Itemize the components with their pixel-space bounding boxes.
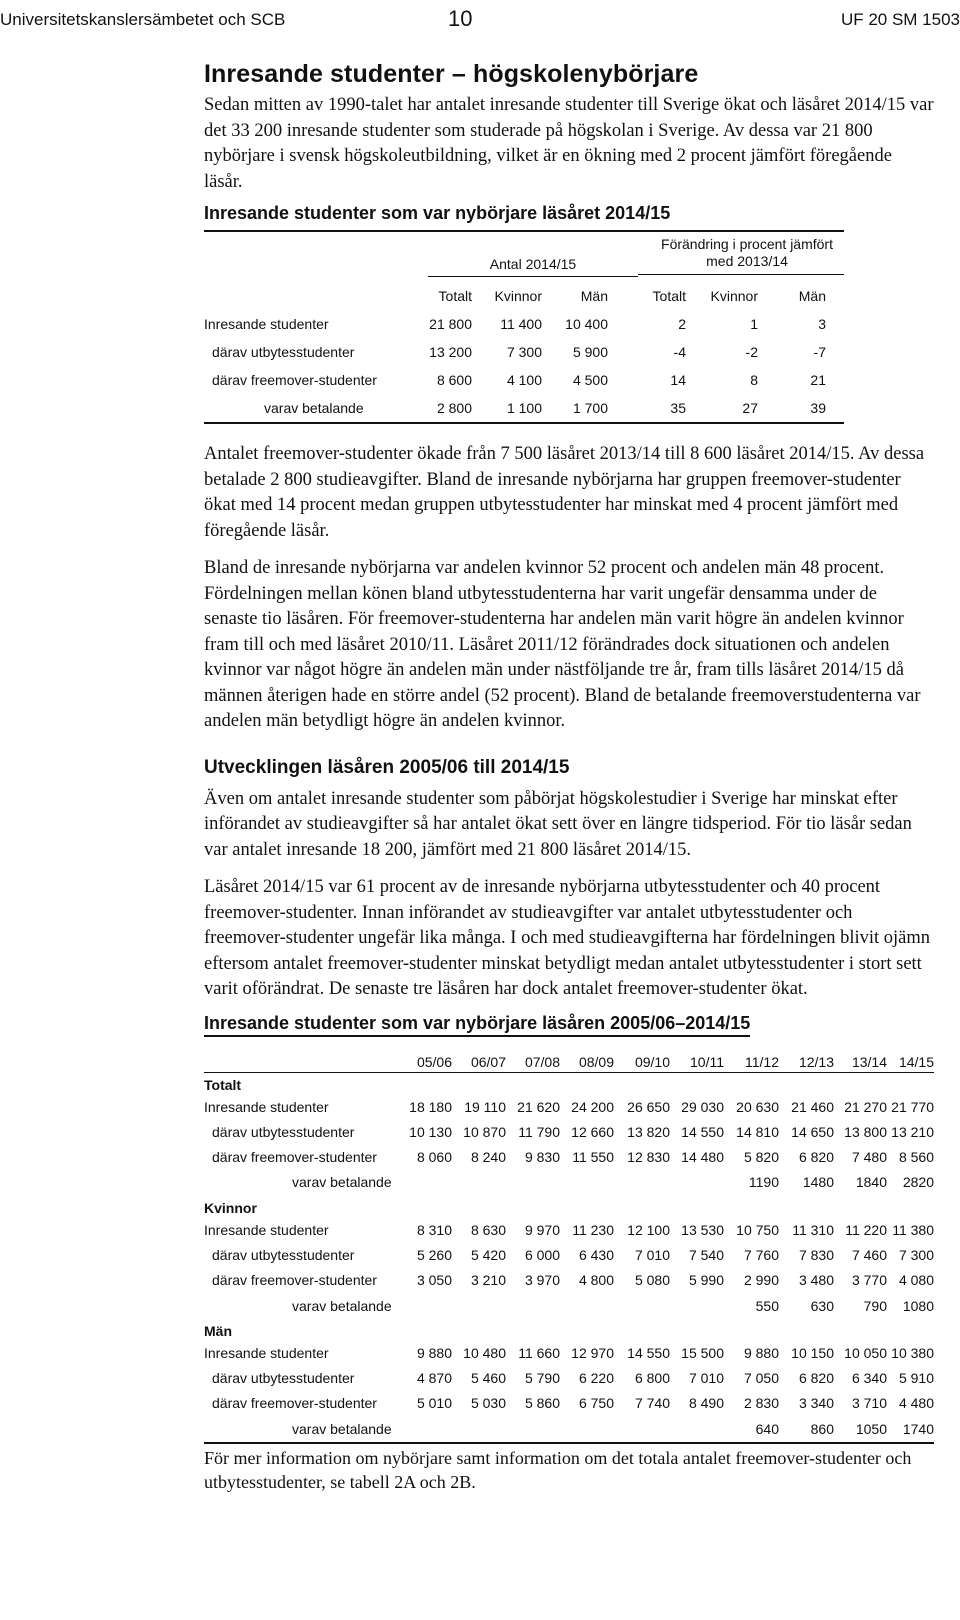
page-header <box>0 6 960 34</box>
table2-cell: 12 660 <box>571 1123 614 1140</box>
section2-paragraph-1: Även om antalet inresande studenter som påbörjat högskolestudier i Sverige har minskat efter införandet av studieavgifter så har antalet ökat sett över en längre tidsperiod. För tio läsår sedan var antalet inresande 18 200, jämfört med 21 800 läsåret 2014/15. <box>204 788 912 860</box>
table2-cell: 3 210 <box>470 1272 506 1289</box>
table2-cell: 7 740 <box>634 1395 670 1412</box>
table2-cell: 550 <box>755 1297 779 1314</box>
table2-cell: 6 750 <box>578 1395 614 1412</box>
table2-cell: 8 560 <box>898 1149 934 1166</box>
table2-row <box>204 1419 934 1444</box>
table2-cell: 13 820 <box>627 1123 670 1140</box>
table2-cell: 7 460 <box>851 1246 887 1263</box>
table2-cell: 9 830 <box>524 1149 560 1166</box>
table2-row-label: därav utbytesstudenter <box>212 1370 355 1387</box>
table2-year-header: 14/15 <box>898 1053 934 1070</box>
table1-cell: 13 200 <box>429 344 472 360</box>
table2-cell: 1050 <box>855 1420 887 1437</box>
table2-cell: 4 480 <box>898 1395 934 1412</box>
table2-row <box>204 1220 934 1245</box>
table2-cell: 13 800 <box>844 1123 887 1140</box>
table2 <box>204 1053 934 1445</box>
table2-cell: 14 480 <box>681 1149 724 1166</box>
table1-column-header: Män <box>798 288 826 304</box>
table2-cell: 5 260 <box>416 1246 452 1263</box>
page-content <box>204 60 934 1494</box>
table1-cell: 5 900 <box>572 344 608 360</box>
mid-paragraph-1: Antalet freemover-studenter ökade från 7 500 läsåret 2013/14 till 8 600 läsåret 2014/15. Av dessa betalade 2 800 studieavgifter. Bland de inresande nybörjarna har gruppen freemover-studenter ökat med 14 procent medan gruppen utbytesstudenter har minskat med 4 procent jämfört med föregående läsår. <box>204 444 925 541</box>
table2-cell: 29 030 <box>681 1098 724 1115</box>
table2-cell: 10 050 <box>844 1344 887 1361</box>
table2-row-label: varav betalande <box>292 1297 392 1314</box>
table2-year-header-row <box>204 1053 934 1073</box>
table2-cell: 9 880 <box>743 1344 779 1361</box>
table1-cell: 27 <box>742 400 758 416</box>
table2-cell: 5 030 <box>470 1395 506 1412</box>
table2-cell: 1190 <box>748 1174 779 1191</box>
table2-cell: 3 710 <box>851 1395 887 1412</box>
table2-row <box>204 1368 934 1393</box>
table2-section-row <box>204 1321 934 1343</box>
table2-cell: 12 100 <box>627 1221 670 1238</box>
table2-year-header: 08/09 <box>578 1053 614 1070</box>
table2-cell: 18 180 <box>409 1098 452 1115</box>
table1-cell: 2 800 <box>436 400 472 416</box>
table1-group-change: Förändring i procent jämfört med 2013/14 <box>638 236 844 275</box>
table2-cell: 5 010 <box>416 1395 452 1412</box>
table2-year-header: 06/07 <box>470 1053 506 1070</box>
table2-section-row <box>204 1075 934 1097</box>
table1-row-label: därav utbytesstudenter <box>212 344 355 360</box>
table2-row-label: därav utbytesstudenter <box>212 1246 355 1263</box>
table2-cell: 7 300 <box>898 1246 934 1263</box>
header-publisher: Universitetskanslersämbetet och SCB <box>0 10 286 29</box>
table1-cell: 4 100 <box>506 372 542 388</box>
table2-cell: 11 230 <box>572 1221 614 1238</box>
page-number: 10 <box>448 6 473 31</box>
section1-title: Inresande studenter – högskolenybörjare <box>204 60 699 88</box>
table1-row-label: varav betalande <box>264 400 364 416</box>
table2-cell: 11 550 <box>572 1149 614 1166</box>
table1-cell: -7 <box>813 344 826 360</box>
table2-cell: 1840 <box>855 1174 887 1191</box>
table2-cell: 15 500 <box>681 1344 724 1361</box>
table1-column-header: Totalt <box>438 288 472 304</box>
table2-cell: 790 <box>863 1297 887 1314</box>
table2-year-header: 05/06 <box>416 1053 452 1070</box>
table1-cell: 1 700 <box>572 400 608 416</box>
table1-cell: 11 400 <box>500 316 542 332</box>
table2-cell: 10 870 <box>463 1123 506 1140</box>
table2-row <box>204 1172 934 1197</box>
table1-cell: 3 <box>818 316 826 332</box>
table2-row <box>204 1147 934 1172</box>
table2-cell: 11 220 <box>845 1221 887 1238</box>
table2-cell: 9 880 <box>416 1344 452 1361</box>
table1-cell: 39 <box>810 400 826 416</box>
table2-cell: 8 060 <box>416 1149 452 1166</box>
table2-cell: 10 480 <box>463 1344 506 1361</box>
table2-cell: 6 000 <box>524 1246 560 1263</box>
table1-cell: 2 <box>678 316 686 332</box>
table2-cell: 6 340 <box>851 1370 887 1387</box>
table2-cell: 24 200 <box>571 1098 614 1115</box>
report-code: UF 20 SM 1503 <box>840 10 960 29</box>
table1-cell: 7 300 <box>506 344 542 360</box>
table2-row-label: Inresande studenter <box>204 1098 329 1115</box>
table2-cell: 5 460 <box>470 1370 506 1387</box>
table1-cell: 21 800 <box>429 316 472 332</box>
table2-cell: 6 800 <box>634 1370 670 1387</box>
table2-cell: 10 380 <box>891 1344 934 1361</box>
table2-cell: 6 820 <box>798 1149 834 1166</box>
table1-column-header: Kvinnor <box>494 288 542 304</box>
table2-row <box>204 1270 934 1295</box>
table2-cell: 7 480 <box>851 1149 887 1166</box>
table2-cell: 3 050 <box>416 1272 452 1289</box>
table2-cell: 8 240 <box>470 1149 506 1166</box>
table2-row-label: därav freemover-studenter <box>212 1395 377 1412</box>
table2-row <box>204 1343 934 1368</box>
table2-cell: 4 870 <box>416 1370 452 1387</box>
table2-cell: 7 760 <box>743 1246 779 1263</box>
table2-row <box>204 1122 934 1147</box>
table2-cell: 4 080 <box>898 1272 934 1289</box>
table2-cell: 5 910 <box>898 1370 934 1387</box>
table1-cell: 8 600 <box>436 372 472 388</box>
table2-cell: 640 <box>755 1420 779 1437</box>
table2-cell: 860 <box>810 1420 834 1437</box>
table2-cell: 2 830 <box>743 1395 779 1412</box>
table2-row-label: Inresande studenter <box>204 1344 329 1361</box>
table2-cell: 6 820 <box>798 1370 834 1387</box>
table1-row <box>204 344 844 364</box>
table2-row-label: därav utbytesstudenter <box>212 1123 355 1140</box>
table1-cell: 35 <box>670 400 686 416</box>
table2-cell: 12 970 <box>571 1344 614 1361</box>
table2-cell: 14 650 <box>791 1123 834 1140</box>
table2-cell: 7 830 <box>798 1246 834 1263</box>
table2-cell: 13 530 <box>681 1221 724 1238</box>
table1-cell: -4 <box>673 344 686 360</box>
table1-row-label: därav freemover-studenter <box>212 372 377 388</box>
mid-paragraph-2: Bland de inresande nybörjarna var andelen kvinnor 52 procent och andelen män 48 procent. Fördelningen mellan könen bland utbytesstudenterna har varit ungefär densamma under de senaste tio läsåren. För freemover-studenterna har andelen män varit högre än andelen kvinnor fram till och med läsåret 2010/11. Läsåret 2011/12 förändrades dock situationen och andelen kvinnor var något högre än andelen män under nästföljande tre år, fram tills läsåret 2014/15 då männen återigen hade en större andel (52 procent). Bland de betalande freemoverstudenterna var andelen män betydligt högre än andelen kvinnor. <box>204 558 921 731</box>
table2-year-header: 10/11 <box>690 1053 724 1070</box>
table2-cell: 10 750 <box>736 1221 779 1238</box>
table2-cell: 1740 <box>902 1420 934 1437</box>
table2-title: Inresande studenter som var nybörjare läsåren 2005/06–2014/15 <box>204 1013 750 1037</box>
table1-row <box>204 316 844 336</box>
table2-cell: 2 990 <box>743 1272 779 1289</box>
table2-cell: 6 220 <box>578 1370 614 1387</box>
table2-cell: 21 270 <box>844 1098 887 1115</box>
table1-cell: 14 <box>670 372 686 388</box>
table2-cell: 1080 <box>902 1297 934 1314</box>
table2-cell: 5 820 <box>743 1149 779 1166</box>
table1-column-header: Kvinnor <box>710 288 758 304</box>
table2-cell: 12 830 <box>627 1149 670 1166</box>
table2-section-heading: Kvinnor <box>204 1199 257 1216</box>
table2-cell: 14 810 <box>736 1123 779 1140</box>
table1-cell: 1 100 <box>506 400 542 416</box>
table2-cell: 3 970 <box>524 1272 560 1289</box>
table2-row <box>204 1296 934 1321</box>
table1-cell: 8 <box>750 372 758 388</box>
table1-title: Inresande studenter som var nybörjare läsåret 2014/15 <box>204 203 671 223</box>
table2-cell: 11 790 <box>518 1123 560 1140</box>
table2-cell: 11 380 <box>892 1221 934 1238</box>
table2-cell: 2820 <box>902 1174 934 1191</box>
section2-title: Utvecklingen läsåren 2005/06 till 2014/15 <box>204 756 570 778</box>
table2-cell: 11 660 <box>518 1344 560 1361</box>
table2-cell: 21 620 <box>517 1098 560 1115</box>
table2-year-header: 09/10 <box>634 1053 670 1070</box>
table1-row-label: Inresande studenter <box>204 316 329 332</box>
table2-section-row <box>204 1198 934 1220</box>
table1-column-header: Män <box>580 288 608 304</box>
table2-row-label: Inresande studenter <box>204 1221 329 1238</box>
table2-cell: 5 990 <box>688 1272 724 1289</box>
table2-cell: 5 080 <box>634 1272 670 1289</box>
table2-cell: 19 110 <box>464 1098 506 1115</box>
table2-year-header: 13/14 <box>851 1053 887 1070</box>
table2-row <box>204 1097 934 1122</box>
table1-cell: 1 <box>750 316 758 332</box>
table1-cell: 21 <box>810 372 826 388</box>
section2-paragraph-2: Läsåret 2014/15 var 61 procent av de inresande nybörjarna utbytesstudenter och 40 procent freemover-studenter. Innan införandet av studieavgifter var antalet utbytesstudenter och freemover-studenter ungefär lika många. I och med studieavgifterna har fördelningen blivit ojämn eftersom antalet freemover-studenter minskat betydligt medan antalet utbytesstudenter i stort sett varit oförändrat. De senaste tre läsåren har dock antalet freemover-studenter ökat. <box>204 877 930 999</box>
table2-cell: 4 800 <box>578 1272 614 1289</box>
table1-row <box>204 372 844 392</box>
table1-row <box>204 400 844 420</box>
table2-year-header: 07/08 <box>524 1053 560 1070</box>
table2-row-label: därav freemover-studenter <box>212 1149 377 1166</box>
table1-column-header-row <box>204 288 844 308</box>
table2-cell: 3 340 <box>798 1395 834 1412</box>
table2-year-header: 11/12 <box>745 1053 779 1070</box>
footer-note: För mer information om nybörjare samt information om det totala antalet freemover-studenter och utbytesstudenter, se tabell 2A och 2B. <box>204 1448 912 1493</box>
table1-cell: 4 500 <box>572 372 608 388</box>
table2-cell: 13 210 <box>891 1123 934 1140</box>
table2-cell: 14 550 <box>681 1123 724 1140</box>
table2-cell: 9 970 <box>524 1221 560 1238</box>
section1-paragraph: Sedan mitten av 1990-talet har antalet inresande studenter till Sverige ökat och läsåret 2014/15 var det 33 200 inresande studenter som studerade på högskolan i Sverige. Av dessa var 21 800 nybörjare i svensk högskoleutbildning, vilket är en ökning med 2 procent jämfört föregående läsår. <box>204 95 934 192</box>
table2-row-label: därav freemover-studenter <box>212 1272 377 1289</box>
table2-cell: 5 790 <box>524 1370 560 1387</box>
table2-cell: 7 540 <box>688 1246 724 1263</box>
table2-cell: 14 550 <box>627 1344 670 1361</box>
table2-cell: 7 010 <box>688 1370 724 1387</box>
table2-cell: 21 770 <box>891 1098 934 1115</box>
table2-section-heading: Män <box>204 1322 232 1339</box>
table2-row-label: varav betalande <box>292 1420 392 1437</box>
table1-column-header: Totalt <box>652 288 686 304</box>
table2-cell: 630 <box>810 1297 834 1314</box>
table2-cell: 5 860 <box>524 1395 560 1412</box>
table2-year-header: 12/13 <box>798 1053 834 1070</box>
table2-cell: 21 460 <box>791 1098 834 1115</box>
table2-cell: 8 630 <box>470 1221 506 1238</box>
table2-cell: 5 420 <box>470 1246 506 1263</box>
table2-cell: 8 490 <box>688 1395 724 1412</box>
table2-cell: 6 430 <box>578 1246 614 1263</box>
table2-section-heading: Totalt <box>204 1076 242 1093</box>
table1-top-rule <box>204 230 844 232</box>
table2-row <box>204 1245 934 1270</box>
table2-cell: 26 650 <box>627 1098 670 1115</box>
table2-row <box>204 1393 934 1418</box>
table2-cell: 3 770 <box>851 1272 887 1289</box>
table1 <box>204 230 844 420</box>
table2-cell: 7 050 <box>743 1370 779 1387</box>
table2-cell: 10 130 <box>409 1123 452 1140</box>
table2-cell: 11 310 <box>792 1221 834 1238</box>
table2-cell: 20 630 <box>736 1098 779 1115</box>
table2-row-label: varav betalande <box>292 1174 392 1191</box>
table2-cell: 7 010 <box>634 1246 670 1263</box>
table1-cell: 10 400 <box>565 316 608 332</box>
table2-cell: 1480 <box>802 1174 834 1191</box>
table1-bottom-rule <box>204 422 844 424</box>
table2-cell: 10 150 <box>791 1344 834 1361</box>
table1-group-count: Antal 2014/15 <box>428 256 638 277</box>
table1-cell: -2 <box>745 344 758 360</box>
table2-cell: 3 480 <box>798 1272 834 1289</box>
table2-cell: 8 310 <box>416 1221 452 1238</box>
